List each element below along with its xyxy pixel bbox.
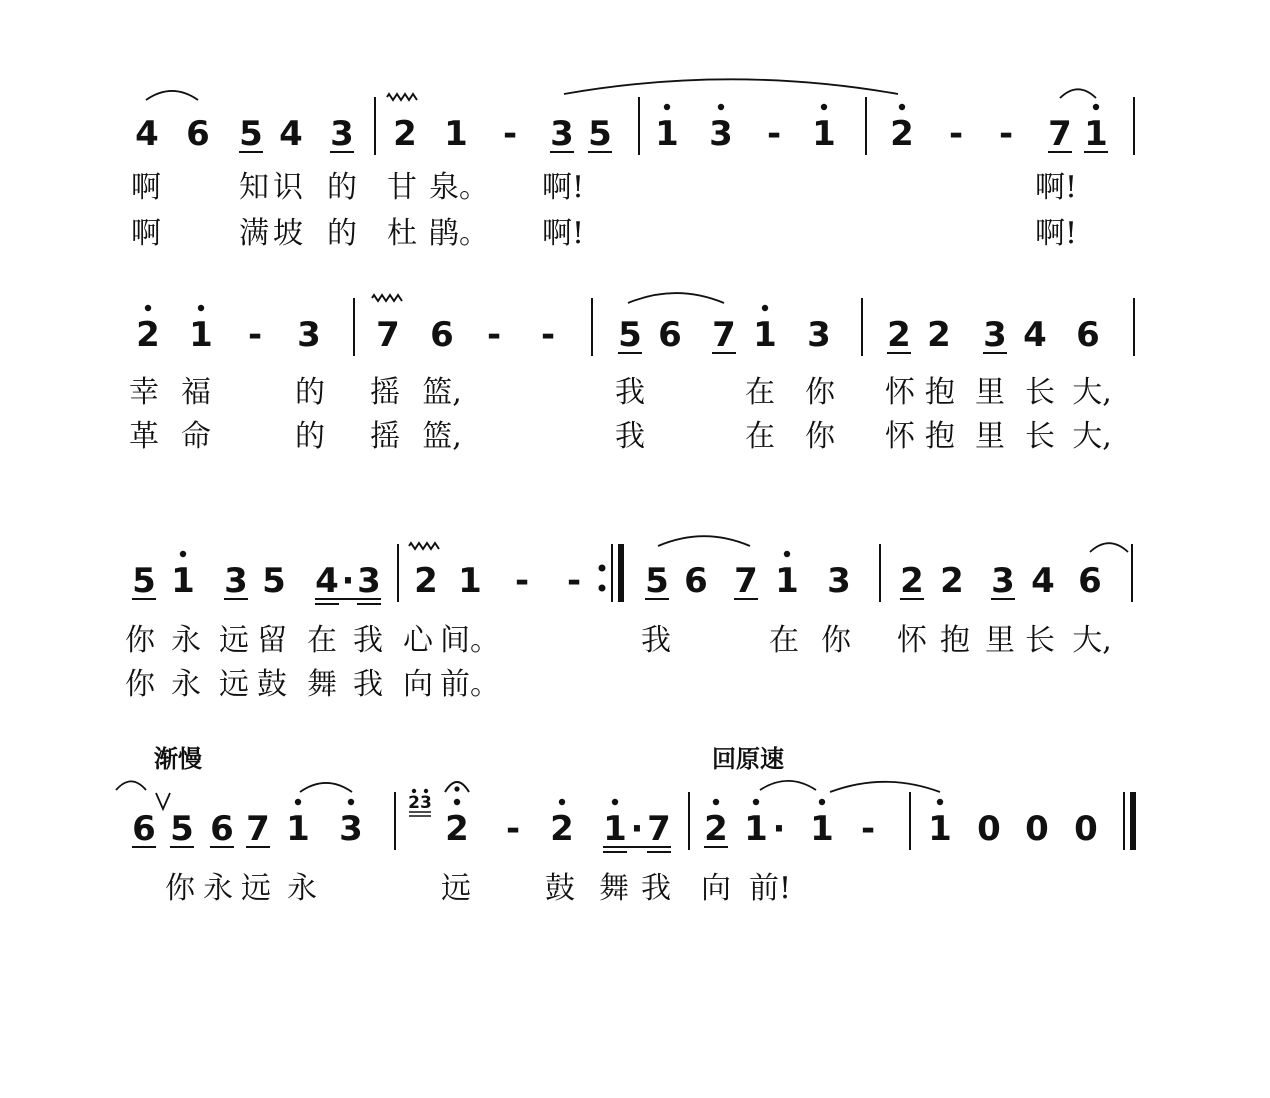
lyric-syllable: 里 (975, 375, 1005, 410)
lyric-syllable: 大, (1072, 375, 1112, 410)
note: 6 (1078, 561, 1102, 601)
high-octave-dot (784, 551, 790, 557)
lyric-syllable: 留 (257, 623, 287, 658)
note: 7 (647, 809, 671, 849)
lyric-syllable: 幸 (129, 375, 159, 410)
note: 5 (645, 561, 669, 601)
lyric-syllable: 远 (219, 623, 249, 658)
note: 2 (887, 315, 911, 355)
lyric-syllable: 永 (171, 667, 201, 702)
note: 1 (812, 114, 836, 154)
note: 3 (807, 315, 831, 355)
lyric-syllable: 啊! (541, 170, 585, 205)
lyric-syllable: 远 (441, 871, 471, 906)
note: 4 (1031, 561, 1055, 601)
end-thick-line (1130, 792, 1136, 850)
note: 1 (928, 809, 952, 849)
note: 2 (136, 315, 160, 355)
note: 3 (297, 315, 321, 355)
note: 1 (810, 809, 834, 849)
note: · (772, 809, 786, 849)
lyric-syllable: 啊 (131, 216, 161, 251)
note: 5 (132, 561, 156, 601)
tempo-mark: 回原速 (712, 745, 784, 773)
lyric-syllable: 你 (125, 623, 155, 658)
note: 1 (171, 561, 195, 601)
lyric-syllable: 在 (769, 623, 799, 658)
high-octave-dot (612, 799, 618, 805)
note: 2 (900, 561, 924, 601)
lyric-syllable: 舞 (599, 871, 629, 906)
note: 4 (315, 561, 339, 601)
lyric-syllable: 摇 (370, 375, 400, 410)
slur-arc (658, 536, 750, 546)
lyric-syllable: 远 (241, 871, 271, 906)
note: · (630, 809, 644, 849)
breath-mark (156, 793, 170, 809)
slur-arc (116, 781, 146, 790)
lyric-syllable: 鼓 (257, 667, 287, 702)
repeat-dot (599, 585, 606, 592)
slur-arc (1060, 89, 1096, 98)
slur-arc (146, 91, 198, 100)
note: 3 (550, 114, 574, 154)
score-row-4 (116, 781, 1136, 852)
lyric-syllable: 在 (745, 419, 775, 454)
note: - (948, 114, 964, 154)
note: 3 (709, 114, 733, 154)
high-octave-dot (454, 799, 460, 805)
note: 6 (1076, 315, 1100, 355)
lyric-syllable: 知 (239, 170, 269, 205)
lyric-syllable: 鹃。 (429, 216, 489, 251)
note: - (566, 561, 582, 601)
high-octave-dot (295, 799, 301, 805)
note: 5 (588, 114, 612, 154)
note: 2 (927, 315, 951, 355)
lyric-syllable: 泉。 (429, 170, 489, 205)
high-octave-dot (899, 104, 905, 110)
note: 0 (1025, 809, 1049, 849)
lyric-syllable: 永 (171, 623, 201, 658)
note: 1 (744, 809, 768, 849)
lyric-syllable: 远 (219, 667, 249, 702)
high-octave-dot (348, 799, 354, 805)
note: 2 (890, 114, 914, 154)
lyric-syllable: 向 (701, 871, 731, 906)
lyric-syllable: 我 (641, 623, 671, 658)
note: 1 (775, 561, 799, 601)
lyric-syllable: 篮, (422, 419, 462, 454)
lyric-syllable: 怀 (885, 375, 915, 410)
lyric-syllable: 里 (985, 623, 1015, 658)
note: 1 (458, 561, 482, 601)
note: - (505, 809, 521, 849)
note: 1 (189, 315, 213, 355)
note: 1 (603, 809, 627, 849)
note: 3 (991, 561, 1015, 601)
note: 1 (655, 114, 679, 154)
lyric-syllable: 抱 (940, 623, 970, 658)
high-octave-dot (937, 799, 943, 805)
lyric-syllable: 心 (403, 623, 433, 658)
note: - (247, 315, 263, 355)
note: 3 (339, 809, 363, 849)
note: 4 (135, 114, 159, 154)
lyric-syllable: 我 (615, 375, 645, 410)
note: 5 (262, 561, 286, 601)
note: 2 (393, 114, 417, 154)
note: 2 (445, 809, 469, 849)
high-octave-dot (559, 799, 565, 805)
note: 2 (414, 561, 438, 601)
high-octave-dot (762, 305, 768, 311)
note: 2 (550, 809, 574, 849)
note: 4 (1023, 315, 1047, 355)
score-row-2 (136, 293, 1134, 356)
note: 6 (132, 809, 156, 849)
note: 3 (983, 315, 1007, 355)
note: 0 (977, 809, 1001, 849)
note: - (860, 809, 876, 849)
note: 6 (210, 809, 234, 849)
lyric-syllable: 的 (327, 216, 357, 251)
note: 0 (1074, 809, 1098, 849)
lyric-syllable: 福 (181, 375, 211, 410)
lyric-syllable: 的 (295, 375, 325, 410)
lyric-syllable: 你 (821, 623, 851, 658)
lyric-syllable: 长 (1025, 419, 1055, 454)
lyric-syllable: 识 (273, 170, 303, 205)
score-row-3 (132, 536, 1132, 604)
slur-arc (300, 783, 352, 792)
lyric-syllable: 我 (353, 667, 383, 702)
note: 3 (224, 561, 248, 601)
lyric-syllable: 大, (1072, 623, 1112, 658)
fermata-dot (454, 786, 459, 791)
lyric-syllable: 你 (165, 871, 195, 906)
slur-arc (1090, 543, 1128, 552)
note: 7 (734, 561, 758, 601)
note: 7 (246, 809, 270, 849)
slur-arc (628, 293, 724, 303)
note: - (502, 114, 518, 154)
lyric-syllable: 抱 (925, 419, 955, 454)
lyric-syllable: 怀 (897, 623, 927, 658)
trill-mark (387, 94, 417, 100)
lyric-syllable: 前! (748, 871, 792, 906)
high-octave-dot (664, 104, 670, 110)
slur-arc (564, 79, 898, 94)
lyric-syllable: 舞 (307, 667, 337, 702)
lyric-syllable: 命 (181, 419, 211, 454)
lyric-syllable: 长 (1025, 375, 1055, 410)
lyric-syllable: 抱 (925, 375, 955, 410)
note: - (766, 114, 782, 154)
note: 6 (684, 561, 708, 601)
lyric-syllable: 你 (125, 667, 155, 702)
lyric-syllable: 大, (1072, 419, 1112, 454)
lyric-syllable: 啊! (541, 216, 585, 251)
lyric-syllable: 啊! (1034, 216, 1078, 251)
lyric-syllable: 篮, (422, 375, 462, 410)
trill-mark (409, 543, 439, 549)
lyric-syllable: 我 (353, 623, 383, 658)
note: 6 (430, 315, 454, 355)
high-octave-dot (1093, 104, 1099, 110)
high-octave-dot (180, 551, 186, 557)
note: 3 (827, 561, 851, 601)
note: 7 (712, 315, 736, 355)
high-octave-dot (821, 104, 827, 110)
repeat-dot (599, 565, 606, 572)
high-octave-dot (753, 799, 759, 805)
note: - (998, 114, 1014, 154)
note: 7 (376, 315, 400, 355)
high-octave-dot (145, 305, 151, 311)
note: 5 (618, 315, 642, 355)
note: - (486, 315, 502, 355)
high-octave-dot (718, 104, 724, 110)
lyric-syllable: 在 (307, 623, 337, 658)
lyric-syllable: 前。 (440, 667, 500, 702)
lyric-syllable: 我 (615, 419, 645, 454)
lyric-syllable: 你 (805, 419, 835, 454)
high-octave-dot (713, 799, 719, 805)
slur-arc (760, 781, 816, 790)
note: 6 (186, 114, 210, 154)
lyric-syllable: 的 (327, 170, 357, 205)
slur-arc (830, 782, 940, 792)
lyric-syllable: 满 (239, 216, 269, 251)
repeat-thick-line (618, 544, 624, 602)
note: 7 (1048, 114, 1072, 154)
lyric-syllable: 啊 (131, 170, 161, 205)
note: 1 (1084, 114, 1108, 154)
lyric-syllable: 摇 (370, 419, 400, 454)
high-octave-dot (819, 799, 825, 805)
lyric-syllable: 啊! (1034, 170, 1078, 205)
lyric-syllable: 长 (1025, 623, 1055, 658)
lyric-syllable: 永 (203, 871, 233, 906)
lyric-syllable: 的 (295, 419, 325, 454)
tempo-mark: 渐慢 (154, 745, 202, 773)
note: 1 (444, 114, 468, 154)
score-row-1 (135, 79, 1134, 155)
lyric-syllable: 鼓 (545, 871, 575, 906)
lyric-syllable: 里 (975, 419, 1005, 454)
note: 2 (940, 561, 964, 601)
note: 1 (753, 315, 777, 355)
note: - (540, 315, 556, 355)
lyric-syllable: 在 (745, 375, 775, 410)
note: 2 (704, 809, 728, 849)
grace-note: 23 (408, 793, 432, 813)
trill-mark (372, 295, 402, 301)
lyric-syllable: 甘 (387, 170, 417, 205)
lyric-syllable: 杜 (387, 216, 417, 251)
lyric-syllable: 坡 (273, 216, 303, 251)
note: 5 (170, 809, 194, 849)
high-octave-dot (198, 305, 204, 311)
lyric-syllable: 永 (287, 871, 317, 906)
note: 1 (286, 809, 310, 849)
note: · (341, 561, 355, 601)
note: 3 (357, 561, 381, 601)
lyric-syllable: 我 (641, 871, 671, 906)
note: 3 (330, 114, 354, 154)
note: - (514, 561, 530, 601)
note: 6 (658, 315, 682, 355)
note: 4 (279, 114, 303, 154)
note: 5 (239, 114, 263, 154)
lyric-syllable: 怀 (885, 419, 915, 454)
lyric-syllable: 间。 (440, 623, 500, 658)
lyric-syllable: 向 (403, 667, 433, 702)
lyric-syllable: 你 (805, 375, 835, 410)
lyric-syllable: 革 (129, 419, 159, 454)
